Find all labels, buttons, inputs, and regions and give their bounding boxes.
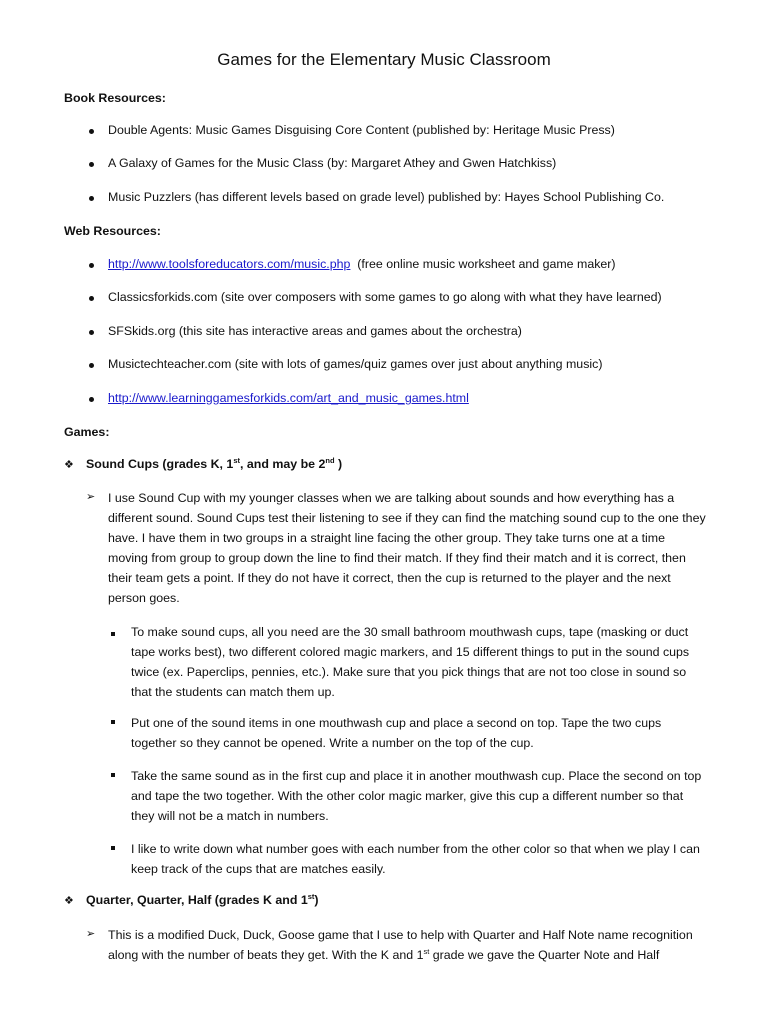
superscript: st bbox=[423, 946, 430, 956]
game-title bbox=[86, 457, 342, 471]
game-title-part: ) bbox=[314, 893, 319, 907]
games-heading: Games: bbox=[64, 425, 110, 439]
game-description bbox=[108, 925, 708, 965]
bullet-icon bbox=[89, 162, 94, 167]
game-step: I like to write down what number goes with each number from the other color so that when we play I can keep track of the cups that are matches easily. bbox=[131, 842, 700, 876]
bullet-icon bbox=[89, 363, 94, 368]
game-title-part: ) bbox=[334, 457, 343, 471]
superscript: nd bbox=[325, 455, 335, 465]
bullet-icon bbox=[89, 263, 94, 268]
game-title-part: Sound Cups (grades K, 1 bbox=[86, 457, 234, 471]
book-item-text: Music Puzzlers (has different levels based on grade level) published by: Hayes School Publishing Co. bbox=[108, 190, 665, 204]
book-item-text: A Galaxy of Games for the Music Class (by: Margaret Athey and Gwen Hatchkiss) bbox=[108, 156, 557, 170]
arrow-bullet-icon: ➢ bbox=[86, 928, 96, 940]
bullet-icon bbox=[89, 129, 94, 134]
square-bullet-icon bbox=[111, 846, 115, 850]
web-item-text: (free online music worksheet and game maker) bbox=[350, 257, 616, 271]
web-resources-heading: Web Resources: bbox=[64, 224, 161, 238]
game-description: I use Sound Cup with my younger classes when we are talking about sounds and how everything has a different sound. Sound Cups test their listening to see if they can find the matching sound cup to the one they have. I have them in two groups in a straight line facing the other group. They take turns one at a time moving from group to group down the line to find their match. If they find their match and it is correct, then their team gets a point. If they do not have it correct, then the cup is returned to the player and the next person goes. bbox=[108, 491, 706, 605]
square-bullet-icon bbox=[111, 720, 115, 724]
web-item-text: Classicsforkids.com (site over composers with some games to go along with what they have learned) bbox=[108, 290, 662, 304]
learninggamesforkids-link[interactable]: http://www.learninggamesforkids.com/art_and_music_games.html bbox=[108, 391, 469, 405]
superscript: st bbox=[233, 455, 240, 465]
game-step: Put one of the sound items in one mouthwash cup and place a second on top. Tape the two cups together so they cannot be opened. Write a number on the top of the cup. bbox=[131, 716, 662, 750]
game-step: To make sound cups, all you need are the 30 small bathroom mouthwash cups, tape (masking or duct tape works best), two different colored magic markers, and 15 different things to put in the sound cups twice (ex. Paperclips, pennies, etc.). Make sure that you pick things that are not too close in sound so that the students can match them up. bbox=[131, 625, 690, 699]
web-item bbox=[108, 257, 616, 271]
book-resources-heading: Book Resources: bbox=[64, 91, 166, 105]
bullet-icon bbox=[89, 330, 94, 335]
web-item bbox=[108, 391, 469, 405]
web-item-text: SFSkids.org (this site has interactive areas and games about the orchestra) bbox=[108, 324, 522, 338]
toolsforeducators-link[interactable]: http://www.toolsforeducators.com/music.php bbox=[108, 257, 351, 271]
game-description-part: grade we gave the Quarter Note and Half bbox=[429, 948, 660, 962]
square-bullet-icon bbox=[111, 773, 115, 777]
superscript: st bbox=[307, 891, 315, 901]
game-title-part: Quarter, Quarter, Half (grades K and 1 bbox=[86, 893, 308, 907]
bullet-icon bbox=[89, 296, 94, 301]
bullet-icon bbox=[89, 397, 94, 402]
web-item-text: Musictechteacher.com (site with lots of games/quiz games over just about anything music) bbox=[108, 357, 603, 371]
book-item-text: Double Agents: Music Games Disguising Core Content (published by: Heritage Music Press) bbox=[108, 123, 615, 137]
game-title bbox=[86, 893, 319, 907]
game-description-part: This is a modified Duck, Duck, Goose game that I use to help with Quarter and Half Note name recognition along with the number of beats they get. With the K and 1 bbox=[108, 928, 693, 962]
document-title: Games for the Elementary Music Classroom bbox=[217, 50, 551, 69]
diamond-bullet-icon: ❖ bbox=[64, 895, 74, 907]
arrow-bullet-icon: ➢ bbox=[86, 491, 96, 503]
game-title-part: , and may be 2 bbox=[240, 457, 326, 471]
diamond-bullet-icon: ❖ bbox=[64, 459, 74, 471]
bullet-icon bbox=[89, 196, 94, 201]
square-bullet-icon bbox=[111, 632, 115, 636]
game-step: Take the same sound as in the first cup and place it in another mouthwash cup. Place the second on top and tape the two together. With the other color magic marker, give this cup a different number so that they will not be a match in numbers. bbox=[131, 769, 702, 823]
